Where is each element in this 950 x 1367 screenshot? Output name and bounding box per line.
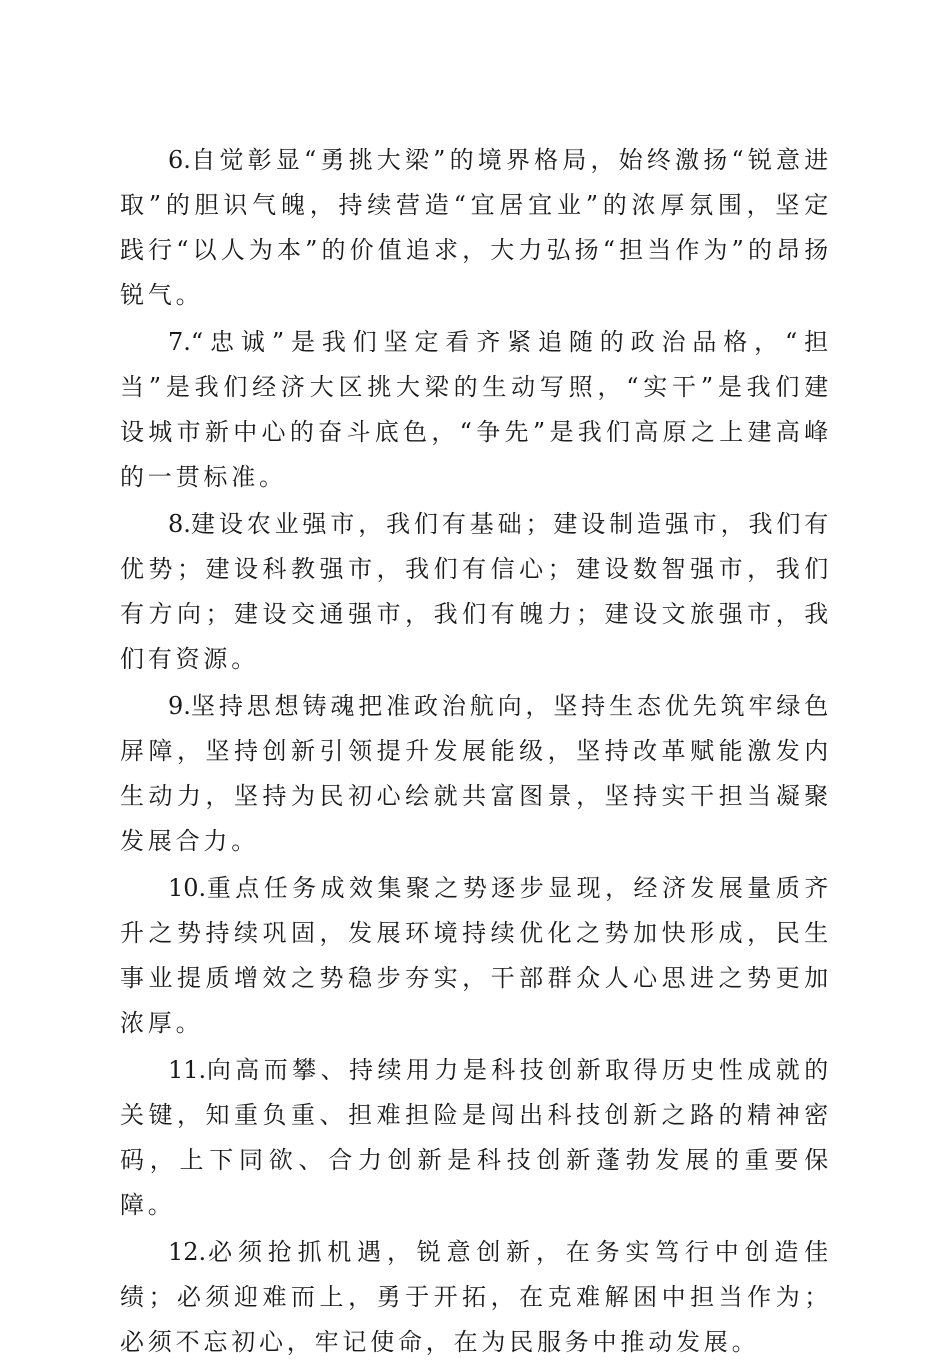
paragraph-number: 11. — [168, 1056, 207, 1084]
paragraph-text: 坚持思想铸魂把准政治航向，坚持生态优先筑牢绿色屏障，坚持创新引领提升发展能级，坚持改革赋能激发内生动力，坚持为民初心绘就共富图景，坚持实干担当凝聚发展合力。 — [120, 692, 832, 855]
paragraph-text: 建设农业强市，我们有基础；建设制造强市，我们有优势；建设科教强市，我们有信心；建设数智强市，我们有方向；建设交通强市，我们有魄力；建设文旅强市，我们有资源。 — [120, 510, 832, 673]
paragraph-text: “忠诚”是我们坚定看齐紧追随的政治品格，“担当”是我们经济大区挑大梁的生动写照，“实干”是我们建设城市新中心的奋斗底色，“争先”是我们高原之上建高峰的一贯标准。 — [120, 328, 832, 491]
paragraph-text: 必须抢抓机遇，锐意创新，在务实笃行中创造佳绩；必须迎难而上，勇于开拓，在克难解困中担当作为；必须不忘初心，牢记使命，在为民服务中推动发展。 — [120, 1238, 832, 1356]
paragraph-10 — [120, 866, 832, 1046]
paragraph-8 — [120, 502, 832, 682]
paragraph-number: 12. — [168, 1238, 207, 1266]
paragraph-11 — [120, 1048, 832, 1228]
paragraph-6 — [120, 138, 832, 318]
document-body — [120, 138, 832, 1367]
paragraph-12 — [120, 1230, 832, 1365]
paragraph-number: 10. — [168, 874, 207, 902]
paragraph-number: 6. — [168, 146, 191, 174]
paragraph-number: 7. — [168, 328, 191, 356]
paragraph-number: 8. — [168, 510, 191, 538]
paragraph-text: 向高而攀、持续用力是科技创新取得历史性成就的关键，知重负重、担难担险是闯出科技创新之路的精神密码，上下同欲、合力创新是科技创新蓬勃发展的重要保障。 — [120, 1056, 832, 1219]
paragraph-text: 自觉彰显“勇挑大梁”的境界格局，始终激扬“锐意进取”的胆识气魄，持续营造“宜居宜业”的浓厚氛围，坚定践行“以人为本”的价值追求，大力弘扬“担当作为”的昂扬锐气。 — [120, 146, 832, 309]
paragraph-text: 重点任务成效集聚之势逐步显现，经济发展量质齐升之势持续巩固，发展环境持续优化之势加快形成，民生事业提质增效之势稳步夯实，干部群众人心思进之势更加浓厚。 — [120, 874, 832, 1037]
paragraph-number: 9. — [168, 692, 191, 720]
paragraph-9 — [120, 684, 832, 864]
paragraph-7 — [120, 320, 832, 500]
